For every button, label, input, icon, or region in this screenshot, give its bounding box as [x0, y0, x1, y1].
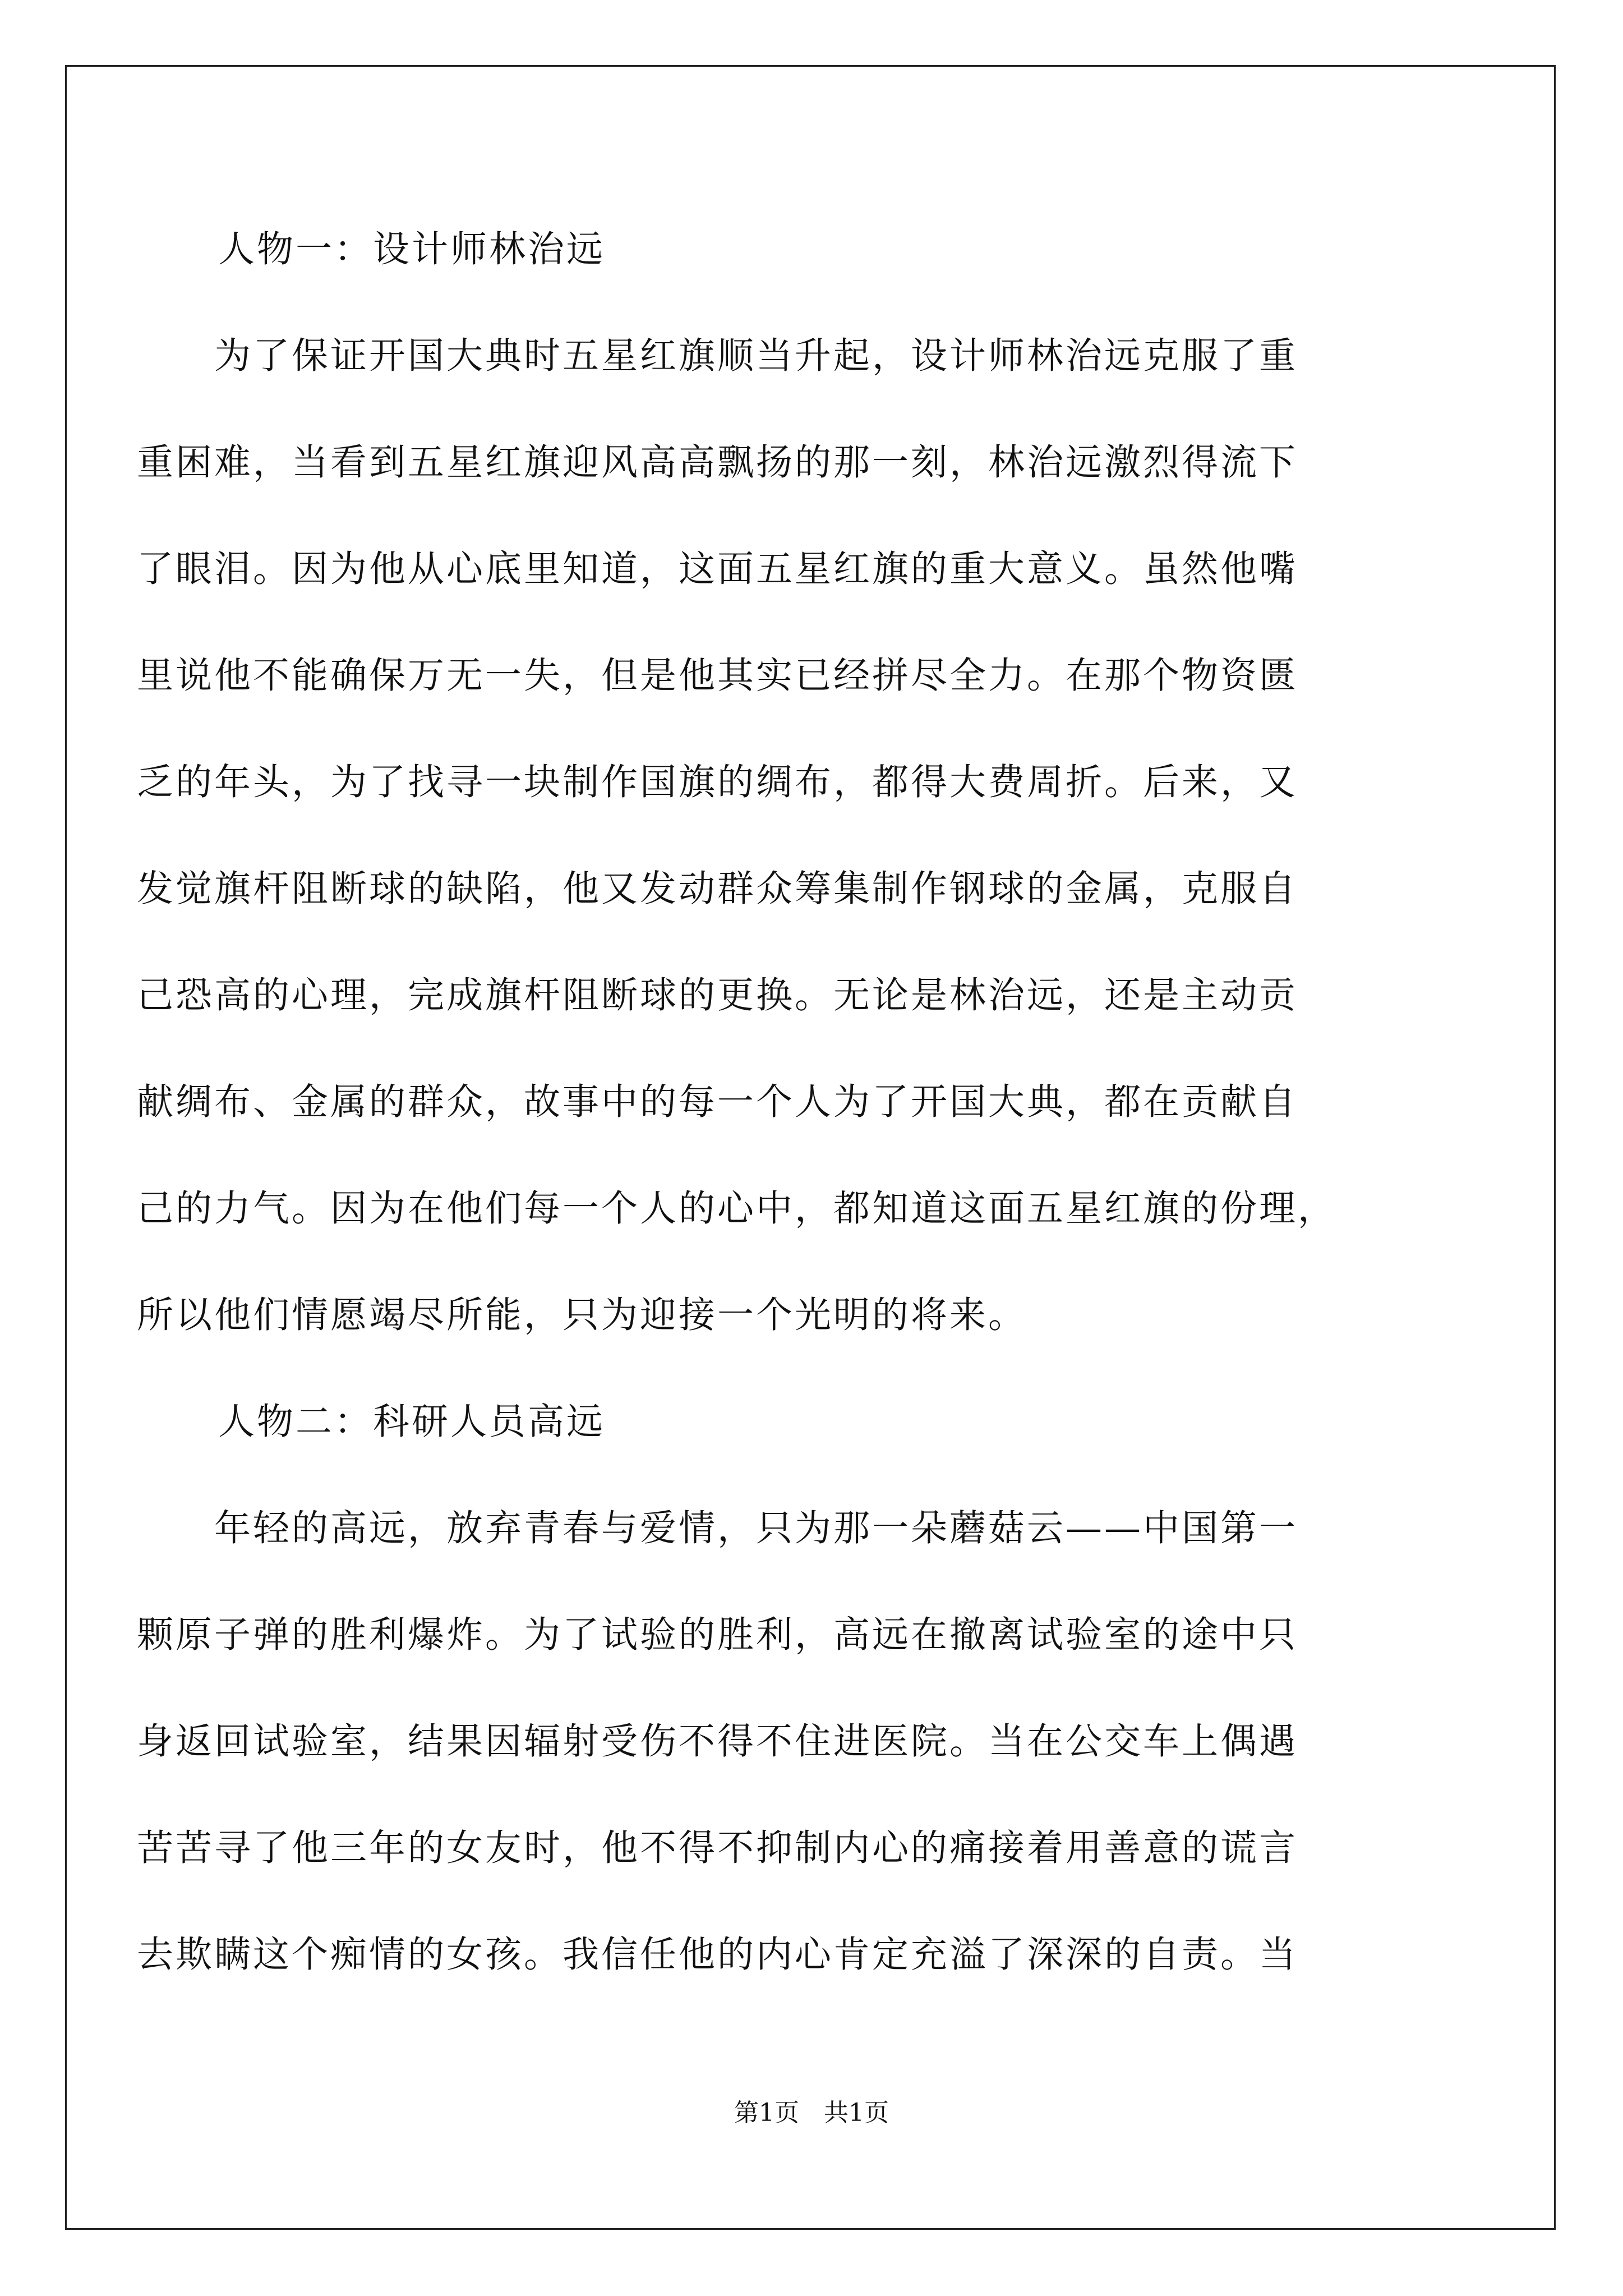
paragraph-line: 年轻的高远，放弃青春与爱情，只为那一朵蘑菇云——中国第一	[137, 1507, 1298, 1549]
paragraph-line: 去欺瞒这个痴情的女孩。我信任他的内心肯定充溢了深深的自责。当	[137, 1934, 1298, 1976]
section-heading-1: 人物一：设计师林治远	[218, 228, 606, 270]
paragraph-line: 己恐高的心理，完成旗杆阻断球的更换。无论是林治远，还是主动贡	[137, 974, 1298, 1016]
document-body	[137, 196, 1494, 2008]
section-heading-2: 人物二：科研人员高远	[218, 1401, 606, 1443]
paragraph-line: 献绸布、金属的群众，故事中的每一个人为了开国大典，都在贡献自	[137, 1081, 1298, 1123]
paragraph-line: 乏的年头，为了找寻一块制作国旗的绸布，都得大费周折。后来，又	[137, 761, 1298, 803]
paragraph-line: 重困难，当看到五星红旗迎风高高飘扬的那一刻，林治远激烈得流下	[137, 441, 1298, 484]
paragraph-line: 身返回试验室，结果因辐射受伤不得不住进医院。当在公交车上偶遇	[137, 1720, 1298, 1763]
paragraph-line: 发觉旗杆阻断球的缺陷，他又发动群众筹集制作钢球的金属，克服自	[137, 868, 1298, 910]
paragraph-line: 己的力气。因为在他们每一个人的心中，都知道这面五星红旗的份理，	[137, 1188, 1337, 1230]
paragraph-line: 了眼泪。因为他从心底里知道，这面五星红旗的重大意义。虽然他嘴	[137, 548, 1298, 590]
paragraph-line: 苦苦寻了他三年的女友时，他不得不抑制内心的痛接着用善意的谎言	[137, 1827, 1298, 1869]
page-footer: 第1页 共1页	[734, 2099, 889, 2127]
paragraph-line: 所以他们情愿竭尽所能，只为迎接一个光明的将来。	[137, 1294, 1027, 1336]
paragraph-line: 里说他不能确保万无一失，但是他其实已经拼尽全力。在那个物资匮	[137, 655, 1298, 697]
paragraph-line: 为了保证开国大典时五星红旗顺当升起，设计师林治远克服了重	[137, 335, 1298, 377]
paragraph-line: 颗原子弹的胜利爆炸。为了试验的胜利，高远在撤离试验室的途中只	[137, 1614, 1298, 1656]
